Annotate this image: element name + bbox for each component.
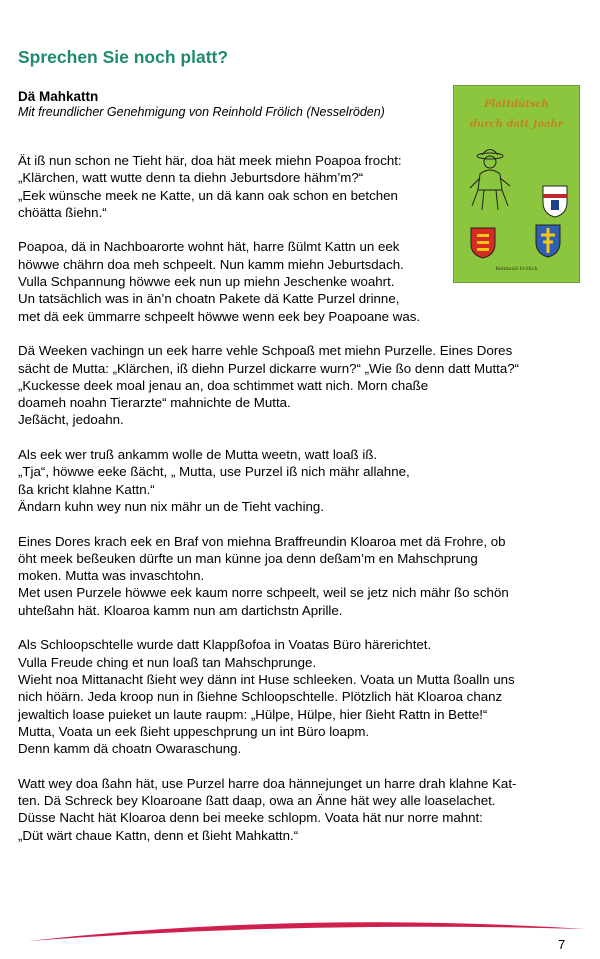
- story-line: Als Schloopschtelle wurde datt Klappßofoa in Voatas Büro härerichtet.: [18, 637, 432, 653]
- story-paragraph: [18, 533, 578, 619]
- story-line: öht meek beßeuken dürfte un man künne joa denn deßam’m en Mahschprung: [18, 550, 478, 566]
- story-paragraph: [18, 636, 578, 757]
- story-line: Dä Weeken vachingn un eek harre vehle Schpoaß met miehn Purzelle. Eines Dores: [18, 343, 513, 359]
- footer-swoosh: [0, 915, 600, 945]
- story-paragraph: [18, 238, 578, 324]
- story-line: Met usen Purzele höwwe eek kaum norre schpeelt, weil se jetz nich mähr ßo schön: [18, 585, 509, 601]
- story-line: Ändarn kuhn wey nun nix mähr un de Tieht vaching.: [18, 498, 325, 514]
- story-line: Poapoa, dä in Nachboarorte wohnt hät, harre ßülmt Kattn un eek: [18, 239, 400, 255]
- story-line: uhteßahn hät. Kloaroa kamm nun am dartichstn Aprille.: [18, 602, 343, 618]
- story-line: Wieht noa Mittanacht ßieht wey dänn int Huse schleeken. Voata un Mutta ßoalln uns: [18, 671, 515, 687]
- cover-title-line2: durch datt Joahr: [470, 119, 563, 130]
- story-line: ten. Dä Schreck bey Kloaroane ßatt daap, owa an Änne hät wey alle loaselachet.: [18, 792, 496, 808]
- story-line: Un tatsächlich was in än’n choatn Pakete dä Katte Purzel drinne,: [18, 291, 400, 307]
- permission-note: Mit freundlicher Genehmigung von Reinhold Frölich (Nesselröden): [18, 105, 385, 119]
- story-paragraph: [18, 152, 578, 221]
- story-line: Ät iß nun schon ne Tieht här, doa hät meek miehn Poapoa frocht:: [18, 153, 402, 168]
- story-line: „Düt wärt chaue Kattn, denn et ßieht Mahkattn.“: [18, 827, 299, 843]
- story-line: „Klärchen, watt wutte denn ta diehn Jeburtsdore hähm’m?“: [18, 170, 364, 186]
- story-line: Mutta, Voata un eek ßieht uppeschprung un int Büro loapm.: [18, 723, 370, 739]
- cover-author: Reinhold Frölich: [495, 266, 538, 272]
- story-body: [18, 152, 578, 861]
- story-line: höwwe chährn doa meh schpeelt. Nun kamm miehn Jeburtsdach.: [18, 256, 404, 272]
- story-line: doameh noahn Tierarzte“ mahnichte de Mutta.: [18, 395, 291, 411]
- story-line: Jeßächt, jedoahn.: [18, 412, 124, 428]
- story-line: jewaltich loase puieket un laute raupm: „Hülpe, Hülpe, hier ßieht Rattn in Bette!“: [18, 706, 488, 722]
- story-line: Vulla Schpannung höwwe eek nun up miehn Jeschenke woahrt.: [18, 274, 395, 290]
- story-line: Denn kamm dä choatn Owaraschung.: [18, 741, 242, 757]
- story-line: Als eek wer truß ankamm wolle de Mutta weetn, watt loaß iß.: [18, 447, 378, 463]
- story-line: Eines Dores krach eek en Braf von miehna Braffreundin Kloaroa met dä Frohre, ob: [18, 533, 506, 549]
- story-paragraph: [18, 446, 578, 515]
- story-line: sächt de Mutta: „Klärchen, iß diehn Purzel dickarre wurn?“ „Wie ßo denn datt Mutta?“: [18, 360, 520, 376]
- story-line: chöätta ßiehn.“: [18, 204, 107, 220]
- story-line: Vulla Freude ching et nun loaß tan Mahschprunge.: [18, 654, 317, 670]
- story-line: „Kuckesse deek moal jenau an, doa schtimmet watt nich. Morn chaße: [18, 377, 429, 393]
- story-paragraph: [18, 342, 578, 428]
- page-number: 7: [558, 937, 566, 952]
- story-line: Düsse Nacht hät Kloaroa denn bei meeke schlopm. Voata hät nur norre mahnt:: [18, 810, 483, 826]
- cover-title-line1: Plattdütsch: [484, 99, 549, 110]
- story-line: ßa kricht klahne Kattn.“: [18, 481, 155, 497]
- story-line: met dä eek ümmarre schpeelt höwwe wenn eek bey Poapoane was.: [18, 308, 421, 324]
- story-line: nich höärn. Jeda kroop nun in ßiehne Schloopschtelle. Plötzlich hät Kloaroa chanz: [18, 689, 503, 705]
- story-title: Dä Mahkattn: [18, 89, 99, 104]
- story-line: moken. Mutta was invaschtohn.: [18, 568, 205, 584]
- story-line: Watt wey doa ßahn hät, use Purzel harre doa hännejunget un harre drah klahne Kat-: [18, 775, 517, 791]
- page-heading: Sprechen Sie noch platt?: [18, 47, 229, 67]
- story-line: „Tja“, höwwe eeke ßächt, „ Mutta, use Purzel iß nich mähr allahne,: [18, 464, 410, 480]
- story-paragraph: [18, 775, 578, 844]
- story-line: „Eek wünsche meek ne Katte, un dä kann oak schon en betchen: [18, 187, 398, 203]
